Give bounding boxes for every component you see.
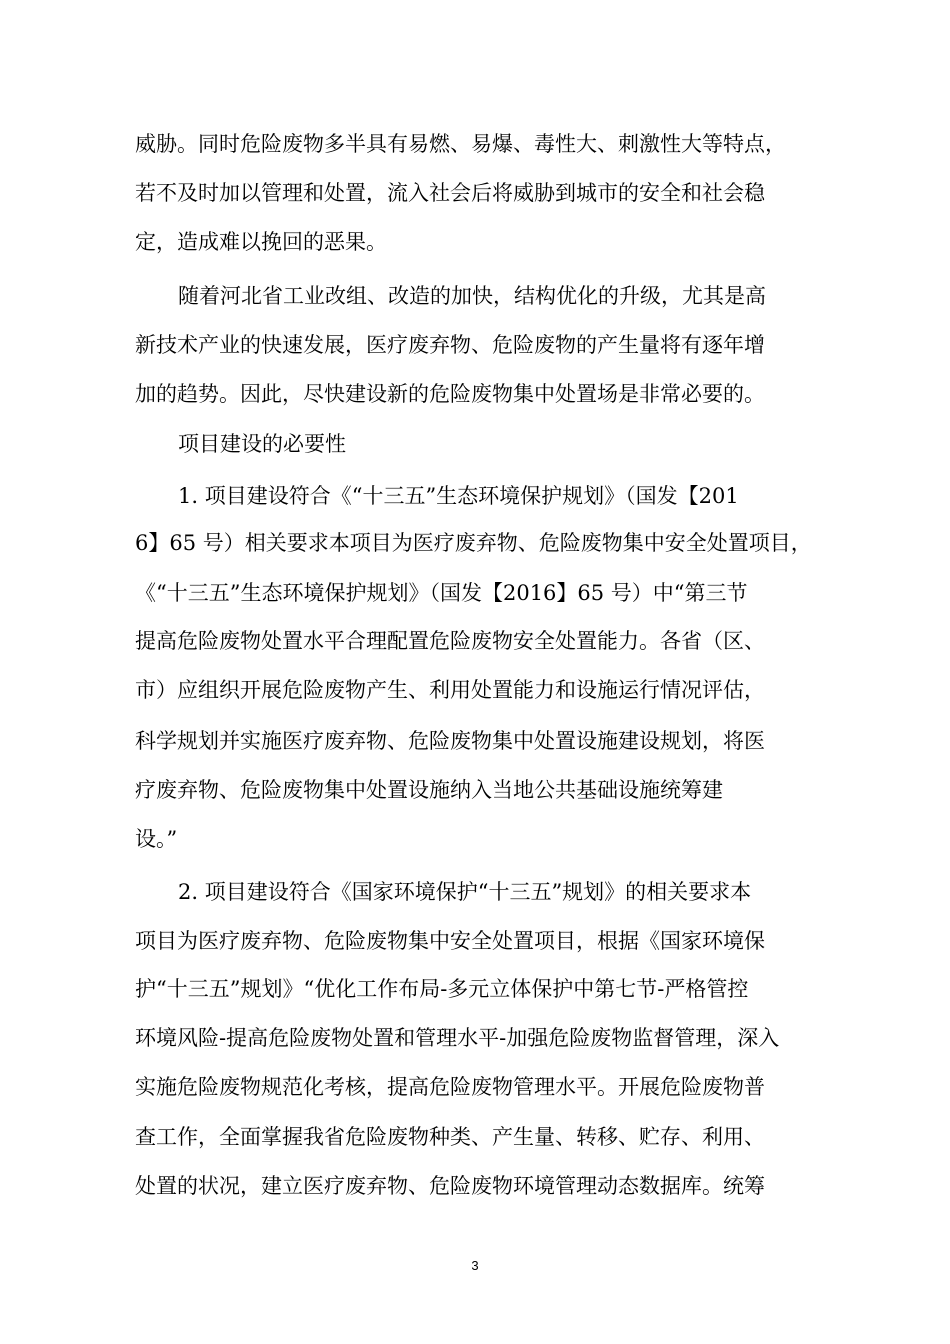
text-line: 疗废弃物、危险废物集中处置设施纳入当地公共基础设施统筹建 <box>135 778 723 802</box>
section-heading: 项目建设的必要性 <box>178 432 346 456</box>
text-line: 实施危险废物规范化考核，提高危险废物管理水平。开展危险废物普 <box>135 1075 765 1099</box>
text-line: 2. 项目建设符合《国家环境保护“十三五”规划》的相关要求本 <box>178 880 752 904</box>
text-line: 科学规划并实施医疗废弃物、危险废物集中处置设施建设规划，将医 <box>135 729 765 753</box>
text-line: 随着河北省工业改组、改造的加快，结构优化的升级，尤其是高 <box>178 284 766 308</box>
page-number: 3 <box>471 1258 479 1273</box>
text-line: 定，造成难以挽回的恶果。 <box>135 230 387 254</box>
text-line: 1. 项目建设符合《“十三五”生态环境保护规划》（国发【201 <box>178 484 739 508</box>
text-line: 提高危险废物处置水平合理配置危险废物安全处置能力。各省（区、 <box>135 629 765 653</box>
text-line: 加的趋势。因此，尽快建设新的危险废物集中处置场是非常必要的。 <box>135 382 765 406</box>
text-line: 环境风险-提高危险废物处置和管理水平-加强危险废物监督管理，深入 <box>135 1026 780 1050</box>
text-line: 护“十三五”规划》“优化工作布局-多元立体保护中第七节-严格管控 <box>135 977 749 1001</box>
text-line: 处置的状况，建立医疗废弃物、危险废物环境管理动态数据库。统筹 <box>135 1174 765 1198</box>
text-line: 新技术产业的快速发展，医疗废弃物、危险废物的产生量将有逐年增 <box>135 333 765 357</box>
text-line: 《“十三五”生态环境保护规划》（国发【2016】65 号）中“第三节 <box>135 581 748 605</box>
text-line: 查工作，全面掌握我省危险废物种类、产生量、转移、贮存、利用、 <box>135 1125 765 1149</box>
text-line: 市）应组织开展危险废物产生、利用处置能力和设施运行情况评估， <box>135 678 765 702</box>
text-line: 若不及时加以管理和处置，流入社会后将威胁到城市的安全和社会稳 <box>135 181 765 205</box>
text-line: 项目为医疗废弃物、危险废物集中安全处置项目，根据《国家环境保 <box>135 929 765 953</box>
text-line: 设。” <box>135 827 178 851</box>
text-line: 6】65 号）相关要求本项目为医疗废弃物、危险废物集中安全处置项目， <box>135 531 812 555</box>
text-line: 威胁。同时危险废物多半具有易燃、易爆、毒性大、刺激性大等特点， <box>135 132 786 156</box>
